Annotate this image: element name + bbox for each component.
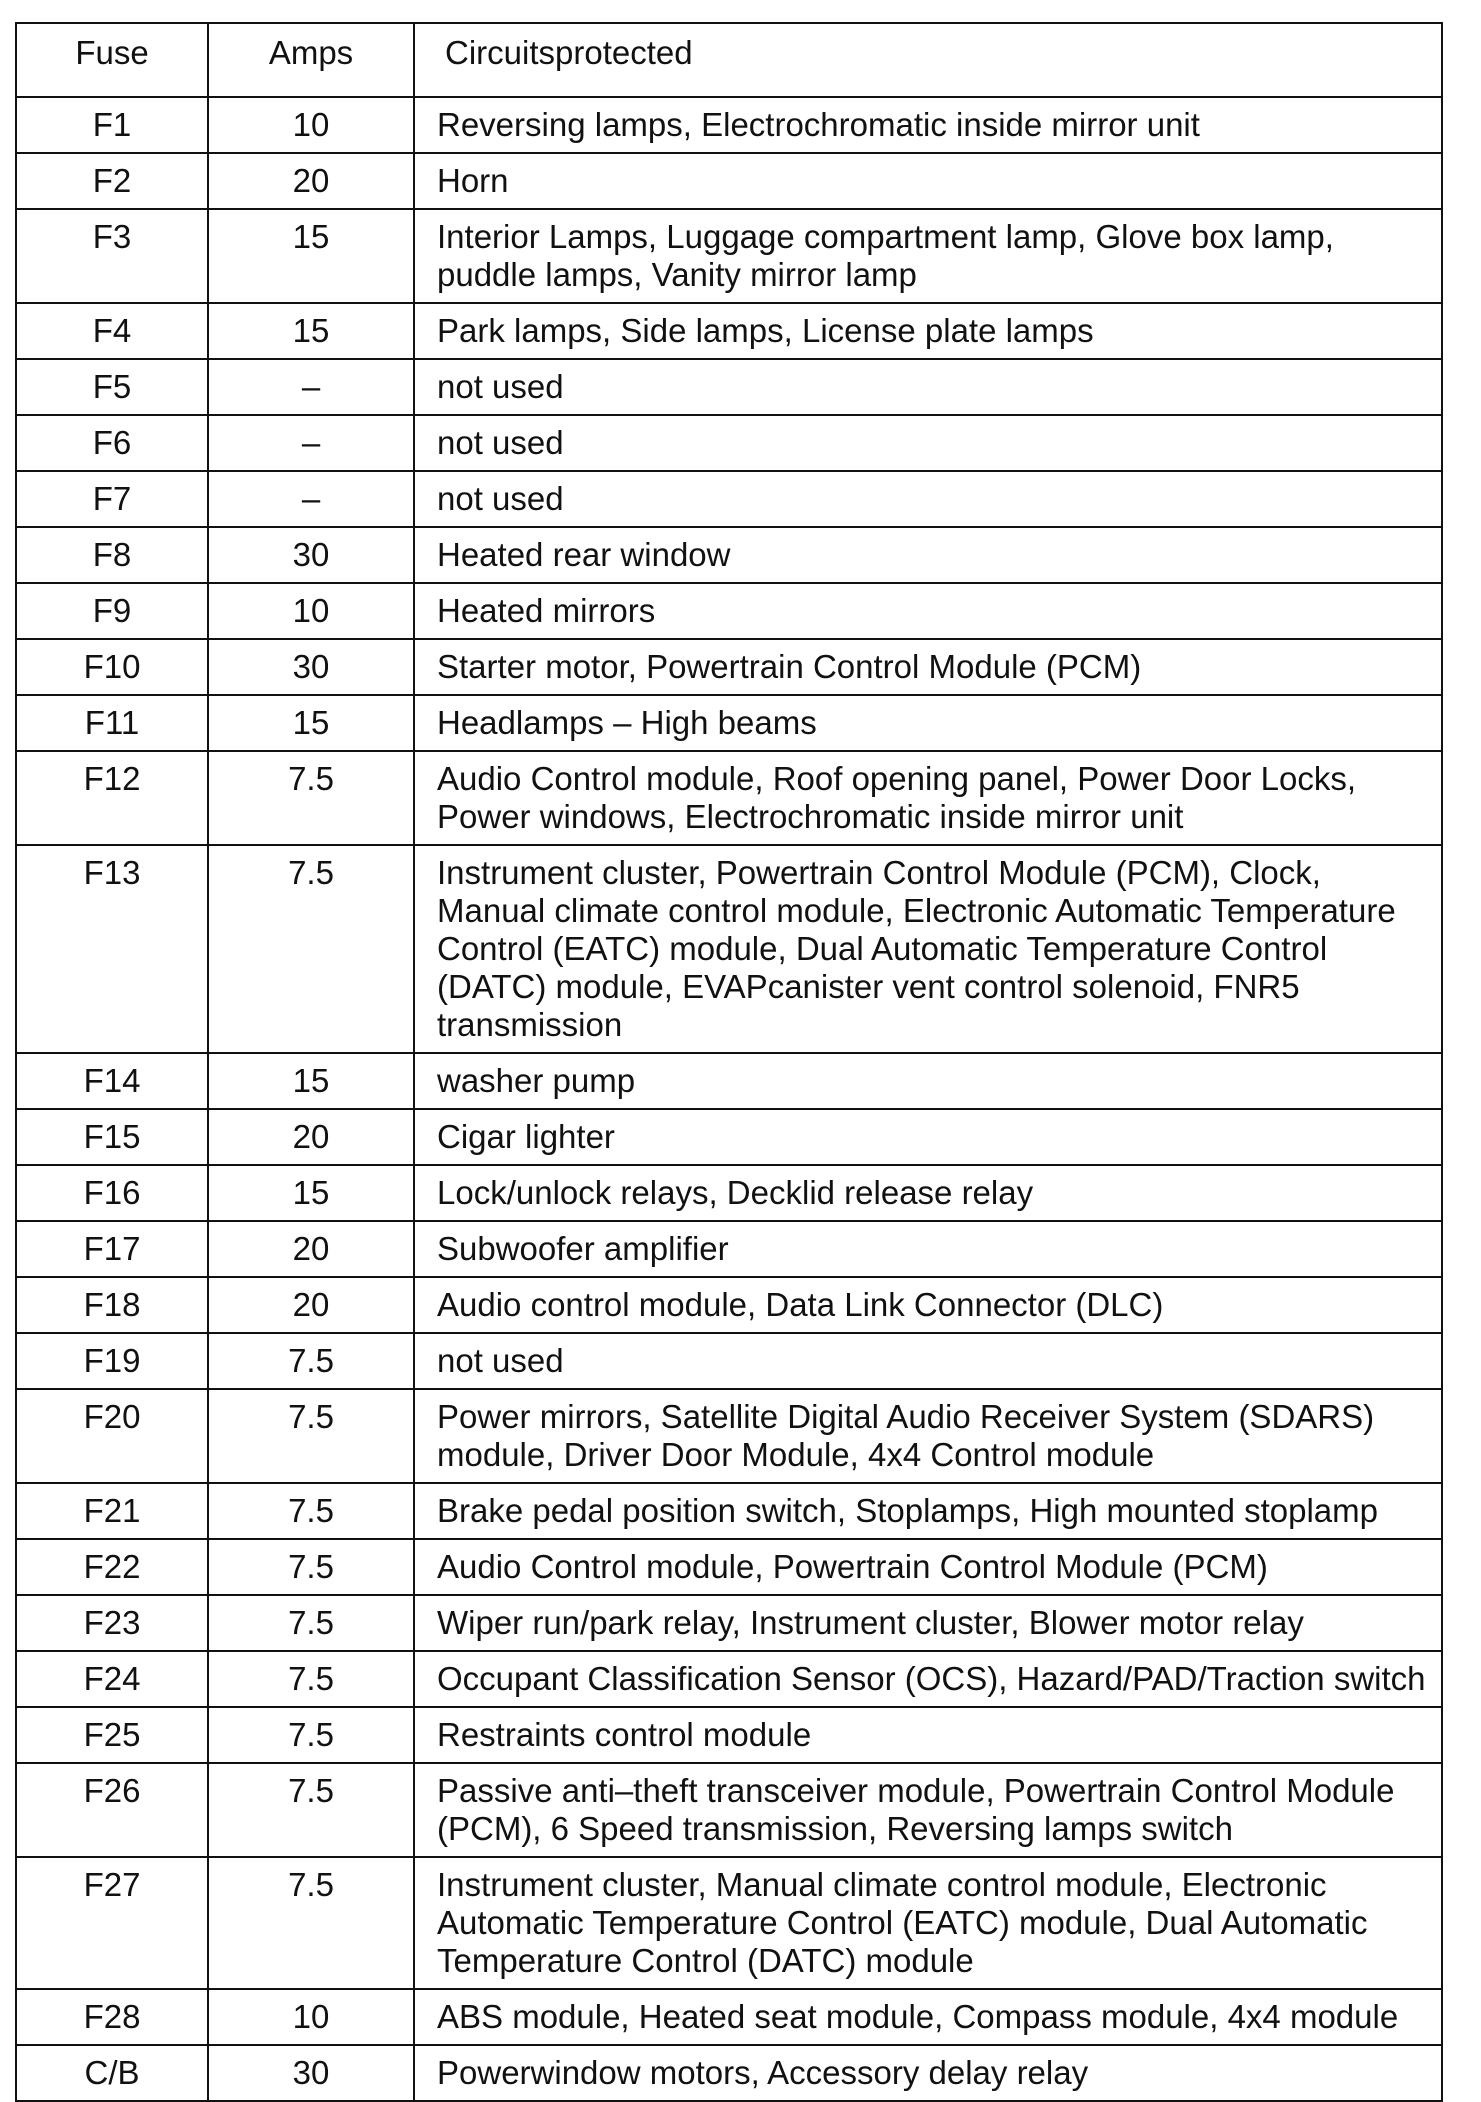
- circuits-cell: Audio Control module, Roof opening panel, Power Door Locks, Power windows, Electrochromatic inside mirror unit: [414, 751, 1442, 845]
- table-row: [16, 1109, 1442, 1165]
- amps-cell: 15: [208, 303, 414, 359]
- table-row: [16, 303, 1442, 359]
- circuits-cell: Park lamps, Side lamps, License plate lamps: [414, 303, 1442, 359]
- fuse-cell: F17: [16, 1221, 208, 1277]
- table-row: [16, 1763, 1442, 1857]
- amps-cell: 7.5: [208, 1483, 414, 1539]
- table-row: [16, 639, 1442, 695]
- amps-cell: 10: [208, 583, 414, 639]
- amps-cell: 15: [208, 1165, 414, 1221]
- circuits-cell: ABS module, Heated seat module, Compass module, 4x4 module: [414, 1989, 1442, 2045]
- table-row: [16, 1707, 1442, 1763]
- fuse-cell: F22: [16, 1539, 208, 1595]
- circuits-cell: Cigar lighter: [414, 1109, 1442, 1165]
- amps-cell: –: [208, 415, 414, 471]
- fuse-cell: F18: [16, 1277, 208, 1333]
- fuse-cell: F23: [16, 1595, 208, 1651]
- table-row: [16, 1857, 1442, 1989]
- table-row: [16, 1989, 1442, 2045]
- amps-cell: 7.5: [208, 1651, 414, 1707]
- fuse-cell: F8: [16, 527, 208, 583]
- circuits-cell: Lock/unlock relays, Decklid release relay: [414, 1165, 1442, 1221]
- amps-cell: 30: [208, 639, 414, 695]
- circuits-cell: Horn: [414, 153, 1442, 209]
- circuits-cell: Heated mirrors: [414, 583, 1442, 639]
- amps-cell: 7.5: [208, 1539, 414, 1595]
- amps-cell: 7.5: [208, 1707, 414, 1763]
- table-row: [16, 751, 1442, 845]
- table-row: [16, 1333, 1442, 1389]
- table-row: [16, 97, 1442, 153]
- table-row: [16, 1277, 1442, 1333]
- amps-cell: 20: [208, 1109, 414, 1165]
- fuse-cell: F9: [16, 583, 208, 639]
- amps-cell: 10: [208, 97, 414, 153]
- fuse-cell: F12: [16, 751, 208, 845]
- circuits-cell: Occupant Classification Sensor (OCS), Hazard/PAD/Traction switch: [414, 1651, 1442, 1707]
- amps-cell: 20: [208, 1221, 414, 1277]
- header-row: [16, 23, 1442, 97]
- circuits-cell: Reversing lamps, Electrochromatic inside mirror unit: [414, 97, 1442, 153]
- fuse-cell: F28: [16, 1989, 208, 2045]
- circuits-cell: Heated rear window: [414, 527, 1442, 583]
- amps-cell: 20: [208, 1277, 414, 1333]
- amps-cell: 20: [208, 153, 414, 209]
- circuits-cell: Headlamps – High beams: [414, 695, 1442, 751]
- amps-cell: 7.5: [208, 751, 414, 845]
- table-row: [16, 695, 1442, 751]
- circuits-cell: not used: [414, 415, 1442, 471]
- circuits-cell: washer pump: [414, 1053, 1442, 1109]
- table-header: [16, 23, 1442, 97]
- fuse-cell: F10: [16, 639, 208, 695]
- amps-cell: 7.5: [208, 1333, 414, 1389]
- amps-cell: 7.5: [208, 1389, 414, 1483]
- table-row: [16, 1539, 1442, 1595]
- amps-cell: 15: [208, 1053, 414, 1109]
- fuse-cell: F15: [16, 1109, 208, 1165]
- header-fuse: Fuse: [16, 23, 208, 97]
- table-row: [16, 1389, 1442, 1483]
- table-row: [16, 2045, 1442, 2101]
- fuse-cell: F5: [16, 359, 208, 415]
- fuse-cell: F4: [16, 303, 208, 359]
- table-row: [16, 583, 1442, 639]
- circuits-cell: Passive anti–theft transceiver module, Powertrain Control Module (PCM), 6 Speed transmission, Reversing lamps switch: [414, 1763, 1442, 1857]
- circuits-cell: Audio Control module, Powertrain Control Module (PCM): [414, 1539, 1442, 1595]
- table-row: [16, 1595, 1442, 1651]
- table-row: [16, 1053, 1442, 1109]
- table-row: [16, 1651, 1442, 1707]
- circuits-cell: Subwoofer amplifier: [414, 1221, 1442, 1277]
- circuits-cell: Instrument cluster, Powertrain Control Module (PCM), Clock, Manual climate control module, Electronic Automatic Temperature Control (EATC) module, Dual Automatic Temperature Control (DATC) module, EVAPcanister vent control solenoid, FNR5 transmission: [414, 845, 1442, 1053]
- table-row: [16, 209, 1442, 303]
- fuse-cell: F16: [16, 1165, 208, 1221]
- circuits-cell: Powerwindow motors, Accessory delay relay: [414, 2045, 1442, 2101]
- fuse-cell: F1: [16, 97, 208, 153]
- header-circuits: Circuitsprotected: [414, 23, 1442, 97]
- circuits-cell: not used: [414, 471, 1442, 527]
- fuse-cell: F13: [16, 845, 208, 1053]
- table-row: [16, 1483, 1442, 1539]
- amps-cell: 7.5: [208, 1595, 414, 1651]
- table-body: [16, 97, 1442, 2101]
- fuse-cell: F3: [16, 209, 208, 303]
- amps-cell: 7.5: [208, 845, 414, 1053]
- table-row: [16, 1165, 1442, 1221]
- fuse-cell: F27: [16, 1857, 208, 1989]
- fuse-cell: F14: [16, 1053, 208, 1109]
- fuse-table: [15, 22, 1443, 2102]
- amps-cell: –: [208, 471, 414, 527]
- fuse-cell: C/B: [16, 2045, 208, 2101]
- fuse-cell: F7: [16, 471, 208, 527]
- fuse-cell: F6: [16, 415, 208, 471]
- fuse-cell: F11: [16, 695, 208, 751]
- circuits-cell: Restraints control module: [414, 1707, 1442, 1763]
- circuits-cell: not used: [414, 1333, 1442, 1389]
- header-amps: Amps: [208, 23, 414, 97]
- table-row: [16, 415, 1442, 471]
- amps-cell: 15: [208, 209, 414, 303]
- fuse-cell: F2: [16, 153, 208, 209]
- circuits-cell: Starter motor, Powertrain Control Module (PCM): [414, 639, 1442, 695]
- fuse-cell: F20: [16, 1389, 208, 1483]
- table-row: [16, 153, 1442, 209]
- fuse-cell: F21: [16, 1483, 208, 1539]
- amps-cell: 7.5: [208, 1857, 414, 1989]
- amps-cell: 30: [208, 2045, 414, 2101]
- table-row: [16, 1221, 1442, 1277]
- circuits-cell: Audio control module, Data Link Connector (DLC): [414, 1277, 1442, 1333]
- circuits-cell: Instrument cluster, Manual climate control module, Electronic Automatic Temperature Control (EATC) module, Dual Automatic Temperature Control (DATC) module: [414, 1857, 1442, 1989]
- amps-cell: 15: [208, 695, 414, 751]
- table-row: [16, 359, 1442, 415]
- table-row: [16, 471, 1442, 527]
- circuits-cell: Interior Lamps, Luggage compartment lamp, Glove box lamp, puddle lamps, Vanity mirror lamp: [414, 209, 1442, 303]
- amps-cell: 30: [208, 527, 414, 583]
- fuse-cell: F24: [16, 1651, 208, 1707]
- circuits-cell: Brake pedal position switch, Stoplamps, High mounted stoplamp: [414, 1483, 1442, 1539]
- table-row: [16, 527, 1442, 583]
- fuse-cell: F25: [16, 1707, 208, 1763]
- amps-cell: 10: [208, 1989, 414, 2045]
- circuits-cell: Power mirrors, Satellite Digital Audio Receiver System (SDARS) module, Driver Door Module, 4x4 Control module: [414, 1389, 1442, 1483]
- circuits-cell: not used: [414, 359, 1442, 415]
- circuits-cell: Wiper run/park relay, Instrument cluster, Blower motor relay: [414, 1595, 1442, 1651]
- amps-cell: 7.5: [208, 1763, 414, 1857]
- fuse-cell: F26: [16, 1763, 208, 1857]
- amps-cell: –: [208, 359, 414, 415]
- fuse-cell: F19: [16, 1333, 208, 1389]
- table-row: [16, 845, 1442, 1053]
